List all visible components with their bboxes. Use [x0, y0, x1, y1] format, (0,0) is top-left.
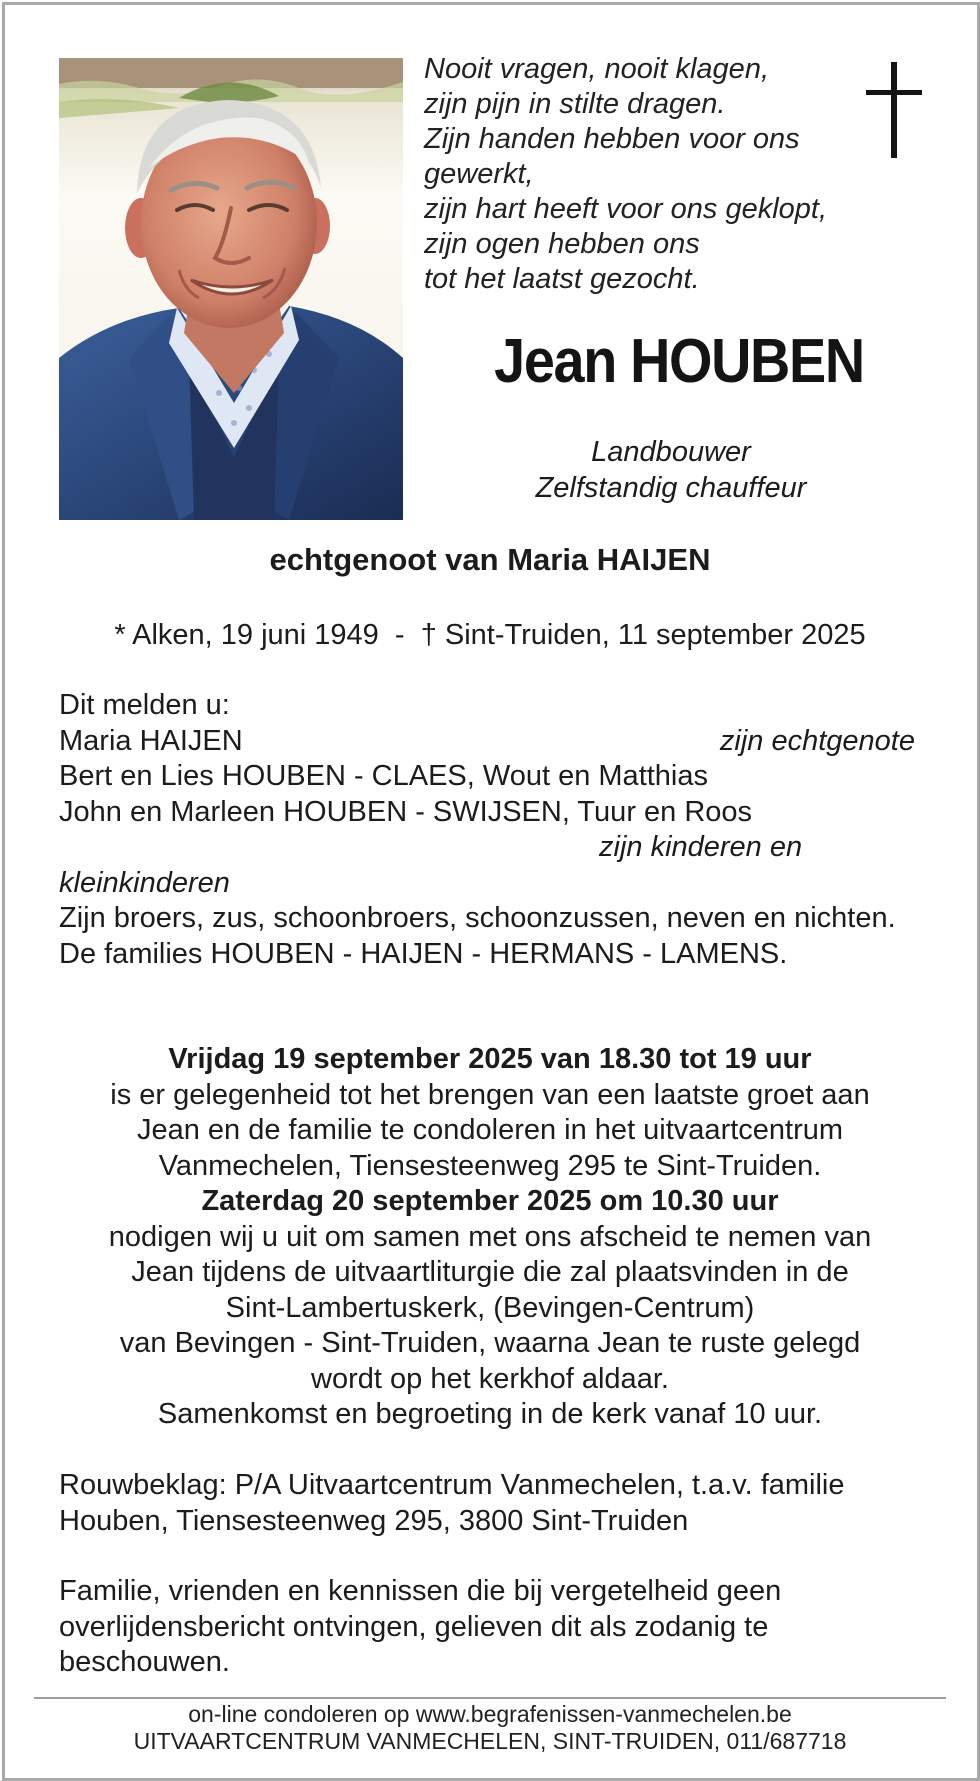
profession-line: Landbouwer [591, 436, 751, 468]
spouse-name: Maria HAIJEN [59, 724, 243, 757]
closing-line: beschouwen. [59, 1646, 230, 1678]
online-condolence-line: on-line condoleren op www.begrafenissen-vanmechelen.be [188, 1701, 792, 1727]
service-details [59, 1042, 921, 1433]
wake-line: Vanmechelen, Tiensesteenweg 295 te Sint-Truiden. [158, 1149, 822, 1182]
funeral-line: nodigen wij u uit om samen met ons afscheid te nemen van [108, 1220, 872, 1253]
footer [0, 1701, 980, 1755]
condolence-address [59, 1468, 919, 1539]
spouse-relation: zijn echtgenote [719, 724, 915, 757]
closing-line: Familie, vrienden en kennissen die bij vergetelheid geen [59, 1575, 782, 1607]
wake-heading: Vrijdag 19 september 2025 van 18.30 tot 19 uur [168, 1043, 812, 1075]
closing-line: overlijdensbericht ontvingen, gelieven dit als zodanig te [59, 1610, 769, 1643]
child-row: Bert en Lies HOUBEN - CLAES, Wout en Matthias [59, 760, 709, 792]
wake-line: Jean en de familie te condoleren in het uitvaartcentrum [136, 1114, 844, 1146]
footer-divider [34, 1697, 946, 1699]
family-announcement [59, 688, 915, 972]
funeral-home-line: UITVAARTCENTRUM VANMECHELEN, SINT-TRUIDEN, 011/687718 [133, 1728, 847, 1754]
poem-line: Nooit vragen, nooit klagen, [424, 53, 769, 85]
cross-icon [862, 60, 926, 160]
poem-line: Zijn handen hebben voor ons [424, 123, 800, 155]
funeral-line: wordt op het kerkhof aldaar. [311, 1362, 669, 1395]
professions [414, 434, 928, 506]
poem [424, 52, 864, 297]
funeral-line: Sint-Lambertuskerk, (Bevingen-Centrum) [225, 1291, 755, 1324]
funeral-heading: Zaterdag 20 september 2025 om 10.30 uur [201, 1185, 779, 1217]
poem-line: gewerkt, [424, 158, 534, 190]
child-row: John en Marleen HOUBEN - SWIJSEN, Tuur en Roos [59, 795, 753, 828]
poem-line: zijn ogen hebben ons [424, 228, 700, 260]
announcement-intro: Dit melden u: [59, 689, 230, 721]
address-line: Houben, Tiensesteenweg 295, 3800 Sint-Truiden [59, 1504, 689, 1537]
poem-line: zijn hart heeft voor ons geklopt, [424, 193, 828, 225]
address-line: Rouwbeklag: P/A Uitvaartcentrum Vanmechelen, t.a.v. familie [59, 1469, 845, 1501]
spouse-row [59, 724, 915, 760]
poem-line: tot het laatst gezocht. [424, 263, 700, 295]
deceased-name: Jean HOUBEN [494, 327, 864, 396]
closing-note [59, 1574, 919, 1681]
profession-line: Zelfstandig chauffeur [535, 472, 807, 504]
birth-death-dates: * Alken, 19 juni 1949 - † Sint-Truiden, 11 september 2025 [114, 619, 866, 651]
children-relation: zijn kinderen en [599, 831, 803, 863]
wake-line: is er gelegenheid tot het brengen van een laatste groet aan [110, 1078, 870, 1111]
funeral-line: van Bevingen - Sint-Truiden, waarna Jean te ruste gelegd [119, 1327, 861, 1359]
funeral-line: Samenkomst en begroeting in de kerk vanaf 10 uur. [157, 1398, 823, 1430]
families-line: De families HOUBEN - HAIJEN - HERMANS - LAMENS. [59, 937, 788, 970]
poem-line: zijn pijn in stilte dragen. [424, 88, 726, 120]
portrait-photo [59, 58, 403, 520]
siblings-line: Zijn broers, zus, schoonbroers, schoonzussen, neven en nichten. [59, 902, 896, 934]
funeral-line: Jean tijdens de uitvaartliturgie die zal plaatsvinden in de [131, 1256, 849, 1288]
spouse-line: echtgenoot van Maria HAIJEN [269, 542, 711, 577]
children-relation-cont: kleinkinderen [59, 866, 230, 899]
